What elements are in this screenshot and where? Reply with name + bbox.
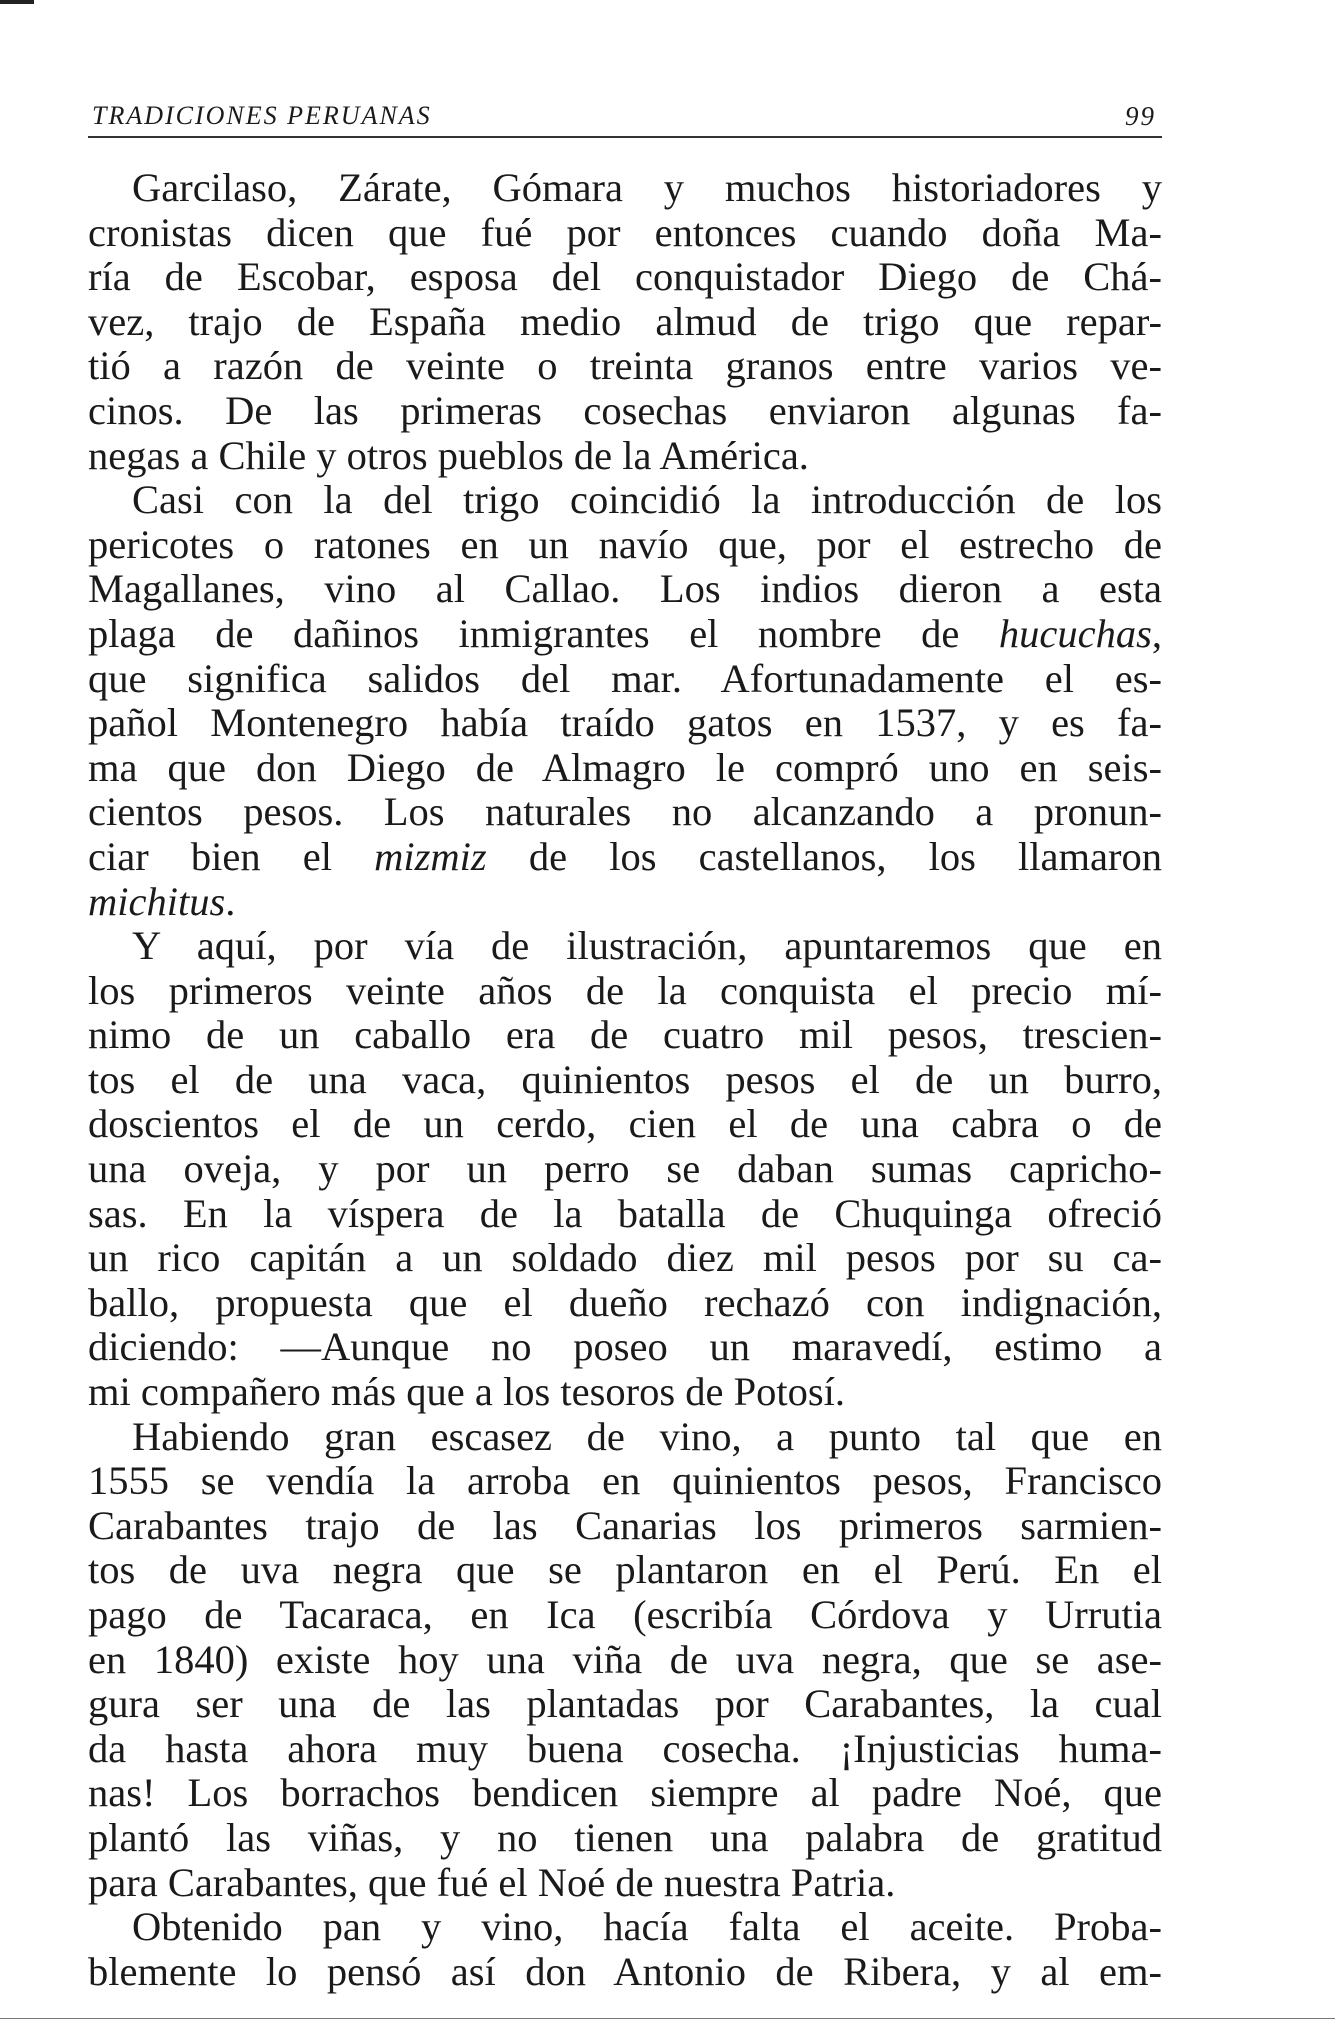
text-line: tió a razón de veinte o treinta granos entre varios ve- [88, 343, 1162, 389]
text-line: Carabantes trajo de las Canarias los primeros sarmien- [88, 1502, 1162, 1548]
text-line: ría de Escobar, esposa del conquistador Diego de Chá- [88, 254, 1162, 300]
text-line: plantó las viñas, y no tienen una palabra de gratitud [88, 1814, 1162, 1860]
text-line: cronistas dicen que fué por entonces cuando doña Ma- [88, 209, 1162, 255]
text-line: Garcilaso, Zárate, Gómara y muchos historiadores y [132, 165, 1162, 210]
text-line: sas. En la víspera de la batalla de Chuquinga ofreció [88, 1190, 1162, 1236]
text-line: cinos. De las primeras cosechas enviaron algunas fa- [88, 387, 1162, 433]
paragraph [88, 924, 1162, 1415]
text-line: tos de uva negra que se plantaron en el Perú. En el [88, 1547, 1162, 1593]
text-line: Obtenido pan y vino, hacía falta el aceite. Proba- [132, 1904, 1162, 1950]
italic-term: michitus [88, 878, 226, 924]
text-line: nas! Los borrachos bendicen siempre al padre Noé, que [88, 1770, 1162, 1816]
italic-term: hucuchas [998, 610, 1152, 656]
text-line: mi compañero más que a los tesoros de Potosí. [88, 1369, 846, 1415]
text-line: michitus. [88, 878, 236, 924]
text-line: los primeros veinte años de la conquista el precio mí- [88, 967, 1162, 1013]
text-line: en 1840) existe hoy una viña de uva negra, que se ase- [88, 1636, 1162, 1682]
text-line: Habiendo gran escasez de vino, a punto tal que en [132, 1413, 1162, 1459]
paragraph [88, 1415, 1162, 1906]
italic-term: mizmiz [374, 833, 487, 879]
text-line: tos el de una vaca, quinientos pesos el de un burro, [88, 1056, 1162, 1102]
text-line: ballo, propuesta que el dueño rechazó con indignación, [88, 1279, 1162, 1325]
book-page [88, 96, 1162, 1994]
text-line: Magallanes, vino al Callao. Los indios dieron a esta [88, 566, 1162, 612]
scan-corner-mark [0, 0, 34, 4]
text-line: nimo de un caballo era de cuatro mil pesos, trescien- [88, 1012, 1162, 1058]
text-line: 1555 se vendía la arroba en quinientos pesos, Francisco [88, 1458, 1162, 1504]
bottom-scan-rule [0, 2018, 1335, 2019]
page-number: 99 [1125, 101, 1156, 131]
text-line: blemente lo pensó así don Antonio de Ribera, y al em- [88, 1948, 1162, 1994]
text-line: plaga de dañinos inmigrantes el nombre de hucuchas, [88, 610, 1162, 656]
text-line: doscientos el de un cerdo, cien el de una cabra o de [88, 1101, 1162, 1147]
text-line: ma que don Diego de Almagro le compró uno en seis- [88, 744, 1162, 790]
text-line: para Carabantes, que fué el Noé de nuestra Patria. [88, 1859, 896, 1905]
text-line: negas a Chile y otros pueblos de la América. [88, 432, 809, 478]
text-line: diciendo: —Aunque no poseo un maravedí, estimo a [88, 1324, 1162, 1370]
paragraph [88, 166, 1162, 478]
paragraph [88, 478, 1162, 924]
paragraph [88, 1905, 1162, 1994]
running-head [88, 96, 1162, 138]
text-line: da hasta ahora muy buena cosecha. ¡Injusticias huma- [88, 1725, 1162, 1771]
running-head-title: TRADICIONES PERUANAS [92, 101, 432, 130]
text-line: Y aquí, por vía de ilustración, apuntaremos que en [132, 923, 1162, 969]
text-line: un rico capitán a un soldado diez mil pesos por su ca- [88, 1235, 1162, 1281]
text-line: gura ser una de las plantadas por Carabantes, la cual [88, 1681, 1162, 1727]
text-line: pericotes o ratones en un navío que, por el estrecho de [88, 521, 1162, 567]
text-line: ciar bien el mizmiz de los castellanos, los llamaron [88, 833, 1162, 879]
text-line: vez, trajo de España medio almud de trigo que repar- [88, 298, 1162, 344]
text-line: una oveja, y por un perro se daban sumas capricho- [88, 1146, 1162, 1192]
text-line: pago de Tacaraca, en Ica (escribía Córdova y Urrutia [88, 1592, 1162, 1637]
text-line: pañol Montenegro había traído gatos en 1537, y es fa- [88, 700, 1162, 746]
text-line: que significa salidos del mar. Afortunadamente el es- [88, 655, 1162, 701]
body-text [88, 166, 1162, 1994]
text-line: Casi con la del trigo coincidió la introducción de los [132, 477, 1162, 523]
text-line: cientos pesos. Los naturales no alcanzando a pronun- [88, 789, 1162, 835]
